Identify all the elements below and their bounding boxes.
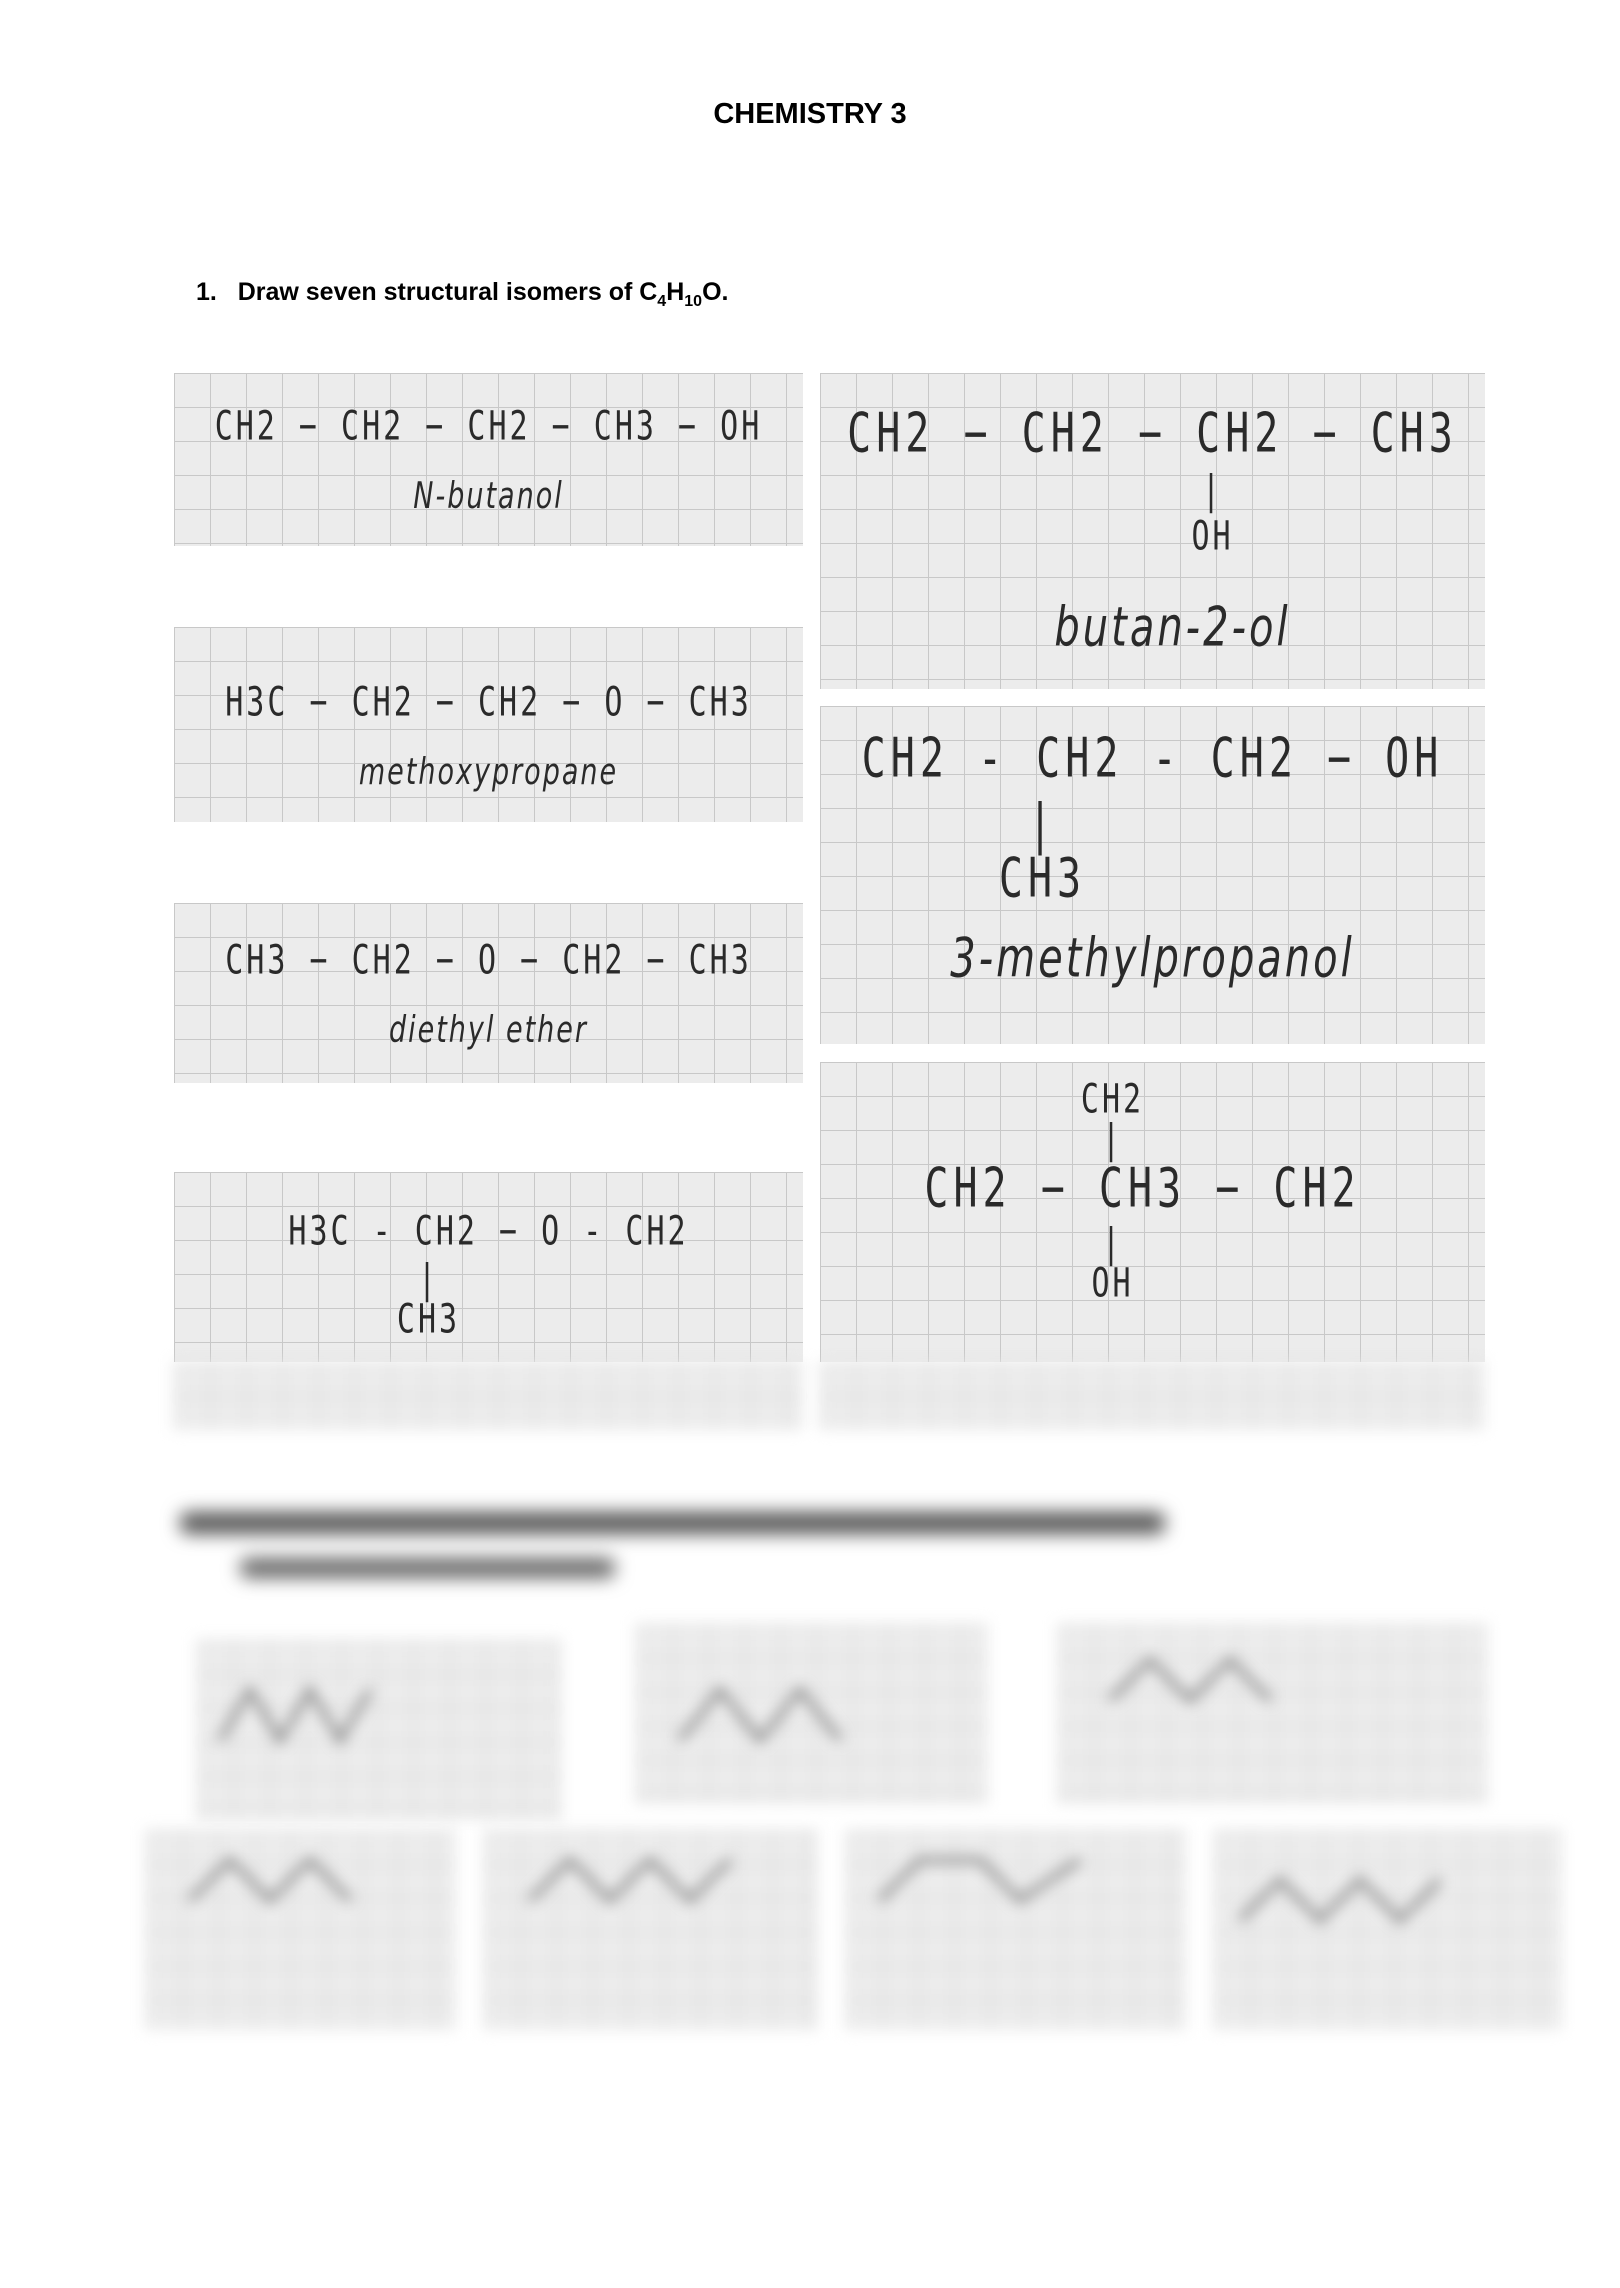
- branch-group: OH: [1191, 512, 1234, 561]
- branch-bond: |: [417, 1255, 440, 1304]
- sketch-3: [1110, 1660, 1270, 1700]
- formula-methylpropan-2-ol: CH2 − CH3 − CH2: [924, 1157, 1361, 1221]
- sketch-4: [190, 1860, 350, 1900]
- formula-diethyl-ether: CH3 − CH2 − O − CH2 − CH3: [225, 936, 752, 985]
- name-n-butanol: N-butanol: [413, 475, 564, 518]
- top-bond: |: [1101, 1115, 1124, 1164]
- sketch-1: [220, 1690, 370, 1740]
- prompt-h: H: [666, 278, 685, 306]
- formula-butan-2-ol: CH2 − CH2 − CH2 − CH3: [847, 402, 1458, 466]
- branch-bond: |: [1027, 793, 1058, 857]
- formula-methoxypropane-branched: H3C - CH2 − O - CH2: [288, 1207, 689, 1256]
- sketch-2: [680, 1690, 840, 1740]
- prompt-lead: Draw seven structural isomers of C: [237, 278, 658, 306]
- name-methylpropanol: 3-methylpropanol: [950, 927, 1355, 991]
- sketch-5: [530, 1860, 730, 1900]
- subscript-10: 10: [684, 293, 703, 310]
- subscript-4: 4: [657, 293, 667, 310]
- name-butan-2-ol: butan-2-ol: [1054, 596, 1291, 660]
- prompt-o: O.: [702, 278, 729, 306]
- branch-group: CH3: [998, 847, 1087, 911]
- name-diethyl-ether: diethyl ether: [388, 1009, 589, 1052]
- formula-methoxypropane: H3C − CH2 − CH2 − O − CH3: [225, 678, 752, 727]
- page-title: CHEMISTRY 3: [713, 98, 907, 130]
- sketch-7: [1240, 1880, 1440, 1920]
- question-number: 1.: [196, 278, 217, 306]
- branch-group: CH3: [396, 1295, 461, 1344]
- top-branch: CH2: [1080, 1075, 1145, 1124]
- bottom-branch: OH: [1091, 1259, 1134, 1308]
- branch-bond: |: [1201, 466, 1224, 515]
- formula-n-butanol: CH2 − CH2 − CH2 − CH3 − OH: [214, 402, 763, 451]
- formula-methylpropanol: CH2 - CH2 - CH2 − OH: [861, 727, 1444, 791]
- name-methoxypropane: methoxypropane: [358, 751, 619, 794]
- bottom-bond: |: [1101, 1219, 1124, 1268]
- sketch-6: [880, 1860, 1080, 1900]
